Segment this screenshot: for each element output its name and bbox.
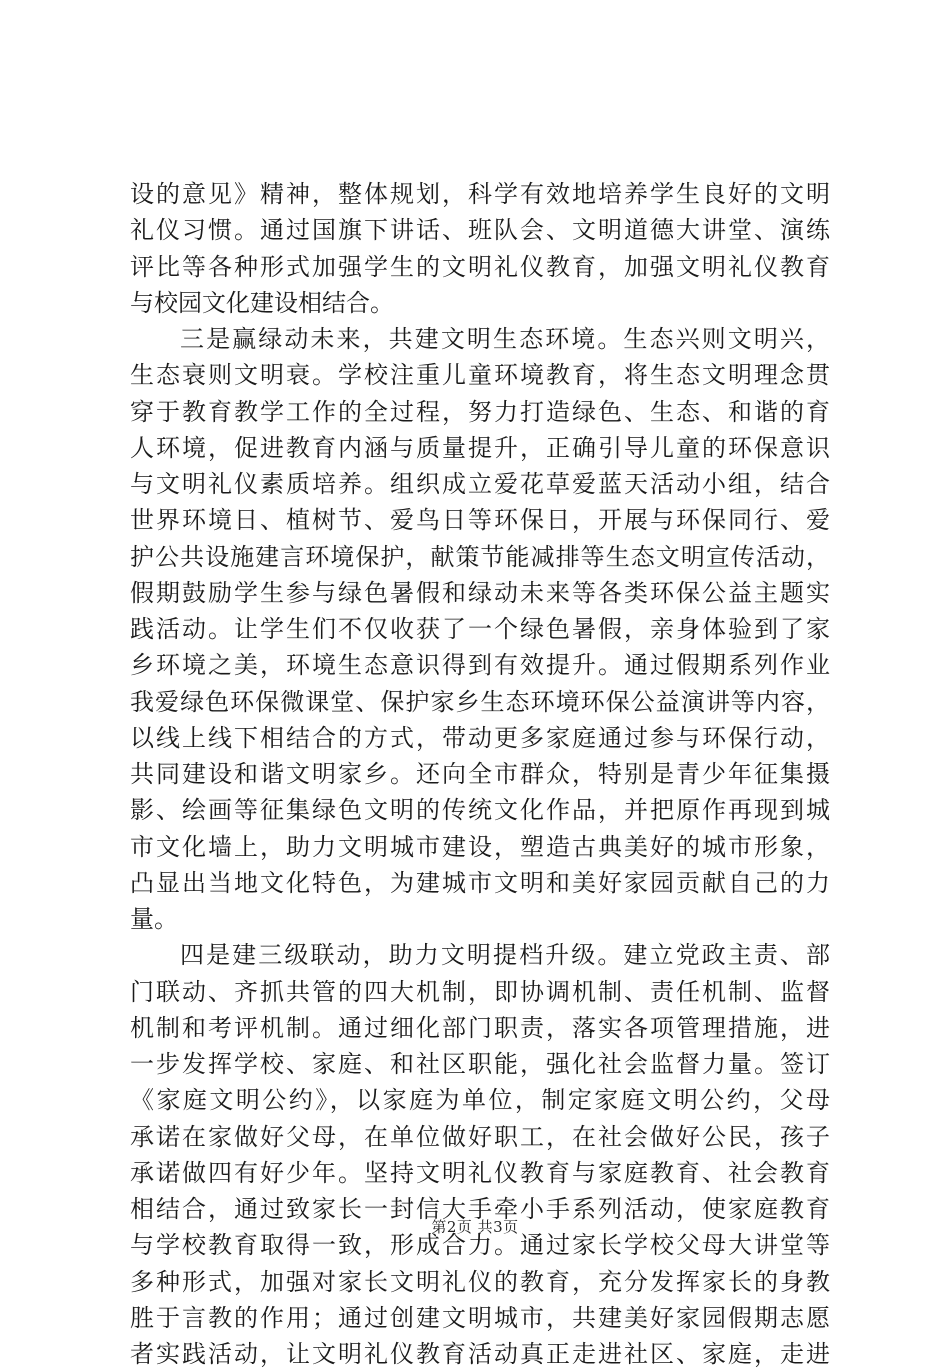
text-line: 量。	[130, 905, 178, 933]
text-line: 设的意见》精神，整体规划，科学有效地培养学生良好的文明	[130, 180, 830, 208]
text-line: 我爱绿色环保微课堂、保护家乡生态环境环保公益演讲等内容，	[130, 687, 830, 716]
text-line: 凸显出当地文化特色，为建城市文明和美好家园贡献自己的力	[130, 868, 830, 897]
text-line: 承诺做四有好少年。坚持文明礼仪教育与家庭教育、社会教育	[130, 1158, 830, 1187]
text-line: 与校园文化建设相结合。	[130, 288, 394, 317]
text-line: 乡环境之美，环境生态意识得到有效提升。通过假期系列作业	[130, 651, 830, 680]
text-line: 践活动。让学生们不仅收获了一个绿色暑假，亲身体验到了家	[130, 615, 830, 643]
text-line: 人环境，促进教育内涵与质量提升，正确引导儿童的环保意识	[130, 433, 830, 462]
text-line: 者实践活动，让文明礼仪教育活动真正走进社区、家庭，走进	[130, 1340, 830, 1368]
text-line: 与学校教育取得一致，形成合力。通过家长学校父母大讲堂等	[130, 1231, 830, 1260]
text-line: 生态衰则文明衰。学校注重儿童环境教育，将生态文明理念贯	[130, 361, 830, 390]
paragraph-start-line: 四是建三级联动，助力文明提档升级。建立党政主责、部	[180, 941, 830, 970]
text-line: 一步发挥学校、家庭、和社区职能，强化社会监督力量。签订	[130, 1050, 830, 1078]
text-line: 门联动、齐抓共管的四大机制，即协调机制、责任机制、监督	[130, 977, 830, 1006]
text-line: 护公共设施建言环境保护，献策节能减排等生态文明宣传活动，	[130, 542, 830, 571]
text-line: 影、绘画等征集绿色文明的传统文化作品，并把原作再现到城	[130, 796, 830, 825]
text-line: 机制和考评机制。通过细化部门职责，落实各项管理措施，进	[130, 1013, 830, 1042]
text-line: 以线上线下相结合的方式，带动更多家庭通过参与环保行动，	[130, 723, 830, 752]
text-line: 相结合，通过致家长一封信大手牵小手系列活动，使家庭教育	[130, 1195, 830, 1223]
text-line: 承诺在家做好父母，在单位做好职工，在社会做好公民，孩子	[130, 1122, 830, 1151]
text-line: 多种形式，加强对家长文明礼仪的教育，充分发挥家长的身教	[130, 1267, 830, 1296]
text-line: 胜于言教的作用；通过创建文明城市，共建美好家园假期志愿	[130, 1303, 830, 1332]
text-line: 礼仪习惯。通过国旗下讲话、班队会、文明道德大讲堂、演练	[130, 216, 830, 245]
document-body	[130, 176, 830, 1372]
page-footer: 第2页 共3页	[431, 1218, 519, 1236]
text-line: 与文明礼仪素质培养。组织成立爱花草爱蓝天活动小组，结合	[130, 470, 830, 498]
text-line: 共同建设和谐文明家乡。还向全市群众，特别是青少年征集摄	[130, 760, 830, 788]
text-line: 假期鼓励学生参与绿色暑假和绿动未来等各类环保公益主题实	[130, 578, 830, 607]
text-line: 评比等各种形式加强学生的文明礼仪教育，加强文明礼仪教育	[130, 252, 830, 281]
paragraph-start-line: 三是赢绿动未来，共建文明生态环境。生态兴则文明兴，	[180, 325, 830, 353]
text-line: 穿于教育教学工作的全过程，努力打造绿色、生态、和谐的育	[130, 397, 830, 426]
text-line: 世界环境日、植树节、爱鸟日等环保日，开展与环保同行、爱	[130, 506, 830, 535]
text-line: 市文化墙上，助力文明城市建设，塑造古典美好的城市形象，	[130, 832, 830, 861]
text-line: 《家庭文明公约》，以家庭为单位，制定家庭文明公约，父母	[130, 1086, 830, 1115]
